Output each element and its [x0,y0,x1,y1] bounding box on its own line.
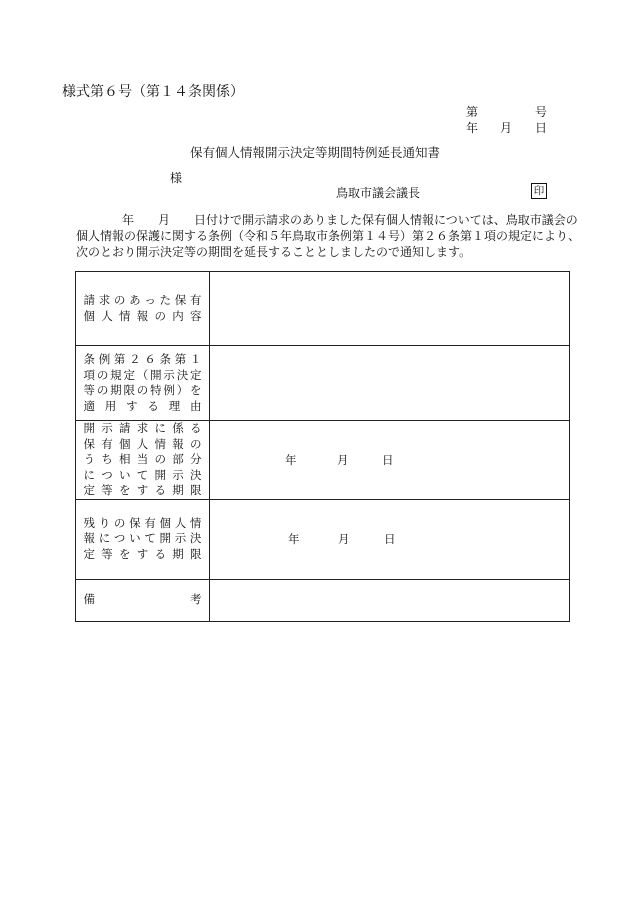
label-line: 保 有 個 人 情 報 の [83,436,202,451]
issue-year: 年 [466,121,479,135]
label-partial-deadline [76,421,210,500]
value-remarks[interactable] [210,579,570,621]
form-number: 様式第６号（第１４条関係） [62,84,244,100]
label-line: 備 考 [83,592,202,607]
table-row-partial-deadline [76,421,570,500]
label-line: 報 に つ い て 開 示 決 [83,531,202,546]
label-reason [76,346,210,421]
label-line: 等 の 期 限 の 特 例 ） を [83,383,202,397]
label-info-content [76,272,210,346]
label-lines [84,352,202,414]
label-line: 開 示 請 求 に 係 る [83,421,202,435]
label-line: 条 例 第 ２ ６ 条 第 １ [83,352,202,366]
label-line: 残 り の 保 有 個 人 情 [83,515,202,530]
label-lines [84,592,202,608]
partial-year: 年 [285,452,297,467]
body-line-2: 個人情報の保護に関する条例（令和５年鳥取市条例第１４号）第２６条第１項の規定により、 [76,229,581,243]
table-row-reason [76,346,570,421]
value-info-content[interactable] [210,272,570,346]
value-reason[interactable] [210,346,570,421]
remaining-day: 日 [384,532,396,546]
label-lines [84,516,202,563]
recipient-suffix: 様 [170,171,183,185]
issue-day: 日 [535,121,548,135]
remaining-year: 年 [288,532,300,546]
label-line: 適 用 す る 理 由 [83,398,202,413]
value-remaining-deadline[interactable] [210,499,570,579]
body-line-1-text: 年 月 日付けで開示請求のありました保有個人情報については、鳥取市議会の [122,213,578,227]
label-line: 請 求 の あ っ た 保 有 [83,293,202,307]
body-line-1 [76,212,576,228]
number-go: 号 [535,105,548,119]
label-line: に つ い て 開 示 決 [83,467,202,482]
label-lines [84,293,202,324]
issue-month: 月 [500,121,513,135]
label-lines [84,421,202,499]
label-line: 定 等 を す る 期 限 [83,546,202,561]
table-row-remarks [76,579,570,621]
document-number-line [0,103,630,119]
partial-month: 月 [337,452,349,467]
value-partial-deadline[interactable] [210,421,570,500]
label-line: 項 の 規 定 （ 開 示 決 定 [83,367,202,382]
extension-form-table [75,271,570,622]
sender-name: 鳥取市議会議長 [336,186,421,200]
label-remaining-deadline [76,499,210,579]
label-line: 定 等 を す る 期 限 [83,483,202,497]
partial-day: 日 [382,452,394,467]
body-line-3: 次のとおり開示決定等の期間を延長することとしましたので通知します。 [76,245,472,259]
remaining-month: 月 [338,532,350,546]
document-title: 保有個人情報開示決定等期間特例延長通知書 [189,145,440,160]
body-text [76,212,581,260]
number-dai: 第 [466,105,479,119]
label-remarks [76,579,210,621]
table-row-remaining-deadline [76,499,570,579]
table-row-info-content [76,272,570,346]
label-line: う ち 相 当 の 部 分 [83,452,202,466]
seal-stamp: 印 [531,183,547,199]
issue-date-line [0,119,630,135]
label-line: 個 人 情 報 の 内 容 [83,308,202,323]
